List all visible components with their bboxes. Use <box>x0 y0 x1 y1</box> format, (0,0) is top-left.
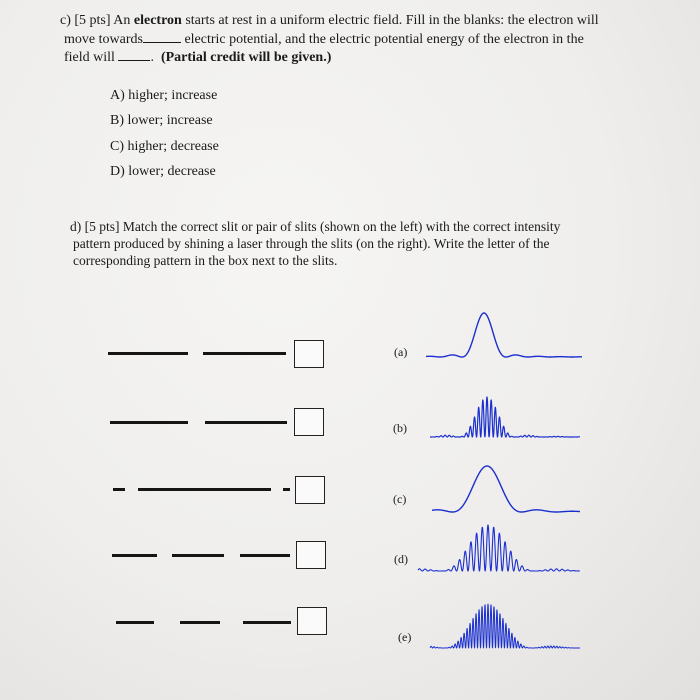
pattern-curve-d <box>418 525 580 571</box>
pattern-curve-a <box>426 313 582 357</box>
choice-c[interactable]: C) higher; decrease <box>110 139 219 154</box>
pattern-curve-e <box>430 604 580 648</box>
pattern-label-c: (c) <box>393 492 407 506</box>
pattern-label-e: (e) <box>398 630 412 644</box>
question-c-line2-rest: electric potential, and the electric potential energy of the electron in the <box>184 32 584 47</box>
question-d-line-3: corresponding pattern in the box next to the slits. <box>73 253 338 268</box>
question-c-label: c) [5 pts] An <box>60 13 134 28</box>
partial-credit-note: (Partial credit will be given.) <box>160 50 332 65</box>
question-c-line1-rest: starts at rest in a uniform electric field. Fill in the blanks: the electron will <box>181 13 599 28</box>
pattern-label-a: (a) <box>394 345 408 359</box>
question-c-line3-start: field will <box>64 50 115 65</box>
question-d-line-2: pattern produced by shining a laser through the slits (on the right). Write the letter of the <box>73 236 550 251</box>
choice-d[interactable]: D) lower; decrease <box>110 164 216 179</box>
pattern-label-d: (d) <box>394 552 408 566</box>
question-c-keyword: electron <box>133 13 182 28</box>
choice-a[interactable]: A) higher; increase <box>110 88 218 103</box>
question-c-line3-end: . <box>150 50 154 65</box>
pattern-curve-c <box>432 466 580 512</box>
choice-b[interactable]: B) lower; increase <box>110 113 213 128</box>
question-c-line2-start: move towards <box>64 32 143 47</box>
pattern-label-b: (b) <box>393 421 407 435</box>
question-d-line-1: d) [5 pts] Match the correct slit or pair of slits (shown on the left) with the correct intensity <box>70 219 561 234</box>
pattern-curve-b <box>430 397 580 437</box>
